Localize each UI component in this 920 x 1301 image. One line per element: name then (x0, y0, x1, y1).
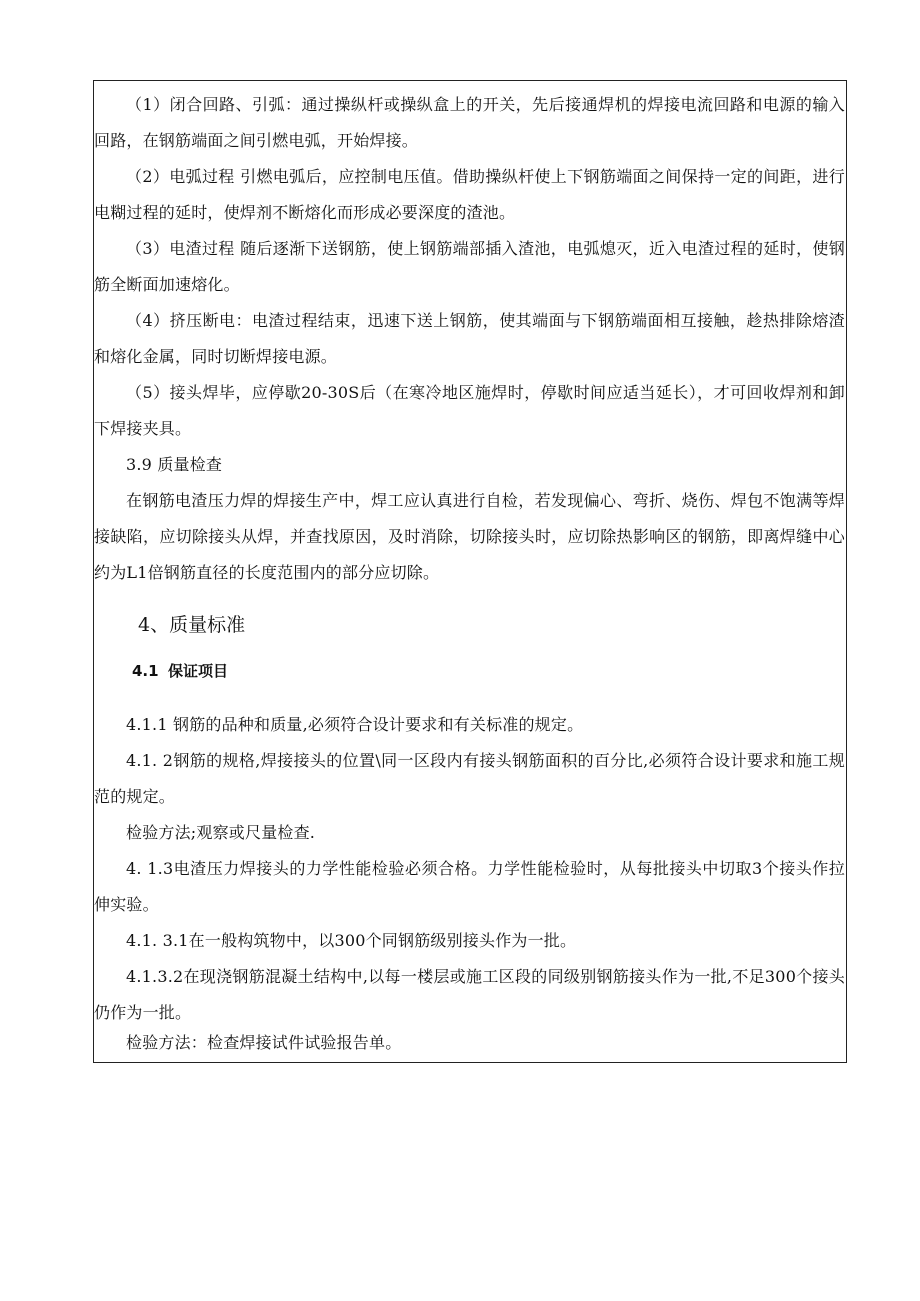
paragraph-4-1-2: 4.1. 2钢筋的规格,焊接接头的位置\同一区段内有接头钢筋面积的百分比,必须符合设计要求和施工规范的规定。 (94, 751, 845, 806)
paragraph-arc-process: （2）电弧过程 引燃电弧后，应控制电压值。借助操纵杆使上下钢筋端面之间保持一定的间距，进行电糊过程的延时，使焊剂不断熔化而形成必要深度的渣池。 (94, 167, 845, 222)
section-4-title: 4、质量标准 (138, 614, 246, 636)
paragraph-4-1-3: 4. 1.3电渣压力焊接头的力学性能检验必须合格。力学性能检验时，从每批接头中切取3个接头作拉伸实验。 (94, 859, 845, 914)
paragraph-inspection-method-1: 检验方法;观察或尺量检查. (126, 823, 316, 842)
paragraph-extrusion: （4）挤压断电：电渣过程结束，迅速下送上钢筋，使其端面与下钢筋端面相互接触，趁热排除熔渣和熔化金属，同时切断焊接电源。 (94, 311, 845, 366)
paragraph-close-circuit: （1）闭合回路、引弧：通过操纵杆或操纵盒上的开关，先后接通焊机的焊接电流回路和电源的输入回路，在钢筋端面之间引燃电弧，开始焊接。 (94, 95, 845, 150)
document-frame (93, 80, 847, 1063)
section-4-1-number: 4.1 (132, 662, 159, 680)
paragraph-slag-process: （3）电渣过程 随后逐渐下送钢筋，使上钢筋端部插入渣池，电弧熄灭，近入电渣过程的延时，使钢筋全断面加速熔化。 (94, 239, 845, 294)
section-4-1-title (132, 653, 228, 689)
paragraph-inspection-method-2: 检验方法：检查焊接试件试验报告单。 (126, 1033, 402, 1052)
paragraph-4-1-1: 4.1.1 钢筋的品种和质量,必须符合设计要求和有关标准的规定。 (126, 715, 584, 734)
paragraph-4-1-3-1: 4.1. 3.1在一般构筑物中，以300个同钢筋级别接头作为一批。 (126, 931, 577, 950)
section-3-9-title: 3.9 质量检查 (126, 455, 223, 474)
paragraph-4-1-3-2: 4.1.3.2在现浇钢筋混凝土结构中,以每一楼层或施工区段的同级别钢筋接头作为一批,不足300个接头仍作为一批。 (94, 967, 845, 1022)
paragraph-quality-check: 在钢筋电渣压力焊的焊接生产中，焊工应认真进行自检，若发现偏心、弯折、烧伤、焊包不饱满等焊接缺陷，应切除接头从焊，并查找原因，及时消除，切除接头时，应切除热影响区的钢筋，即离焊缝中心约为L1倍钢筋直径的长度范围内的部分应切除。 (94, 491, 845, 582)
paragraph-joint-finish: （5）接头焊毕，应停歇20-30S后（在寒冷地区施焊时，停歇时间应适当延长），才可回收焊剂和卸下焊接夹具。 (94, 383, 845, 438)
section-4-1-label: 保证项目 (168, 662, 229, 680)
